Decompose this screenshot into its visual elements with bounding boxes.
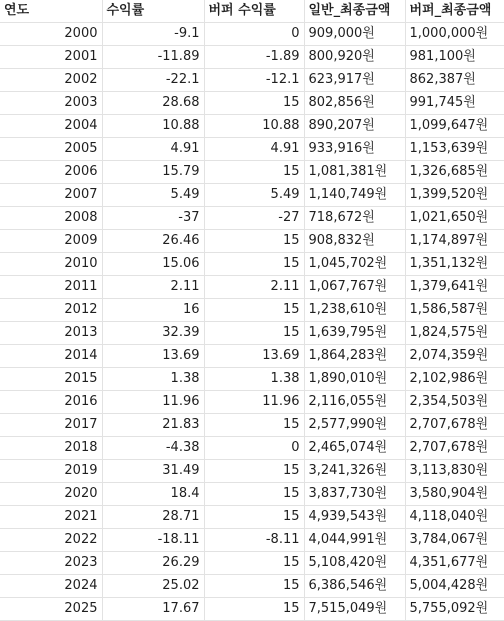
- cell-buffer-return[interactable]: 15: [204, 414, 304, 437]
- table-row: [0, 207, 504, 230]
- cell-return[interactable]: 16: [102, 299, 204, 322]
- cell-buffer-final[interactable]: 1,351,132원: [405, 253, 504, 276]
- table-row: [0, 92, 504, 115]
- cell-normal-final[interactable]: 2,577,990원: [304, 414, 405, 437]
- table-row: [0, 414, 504, 437]
- cell-return[interactable]: 15.06: [102, 253, 204, 276]
- cell-year[interactable]: 2007: [0, 184, 102, 207]
- table-row: [0, 345, 504, 368]
- cell-buffer-final[interactable]: 4,351,677원: [405, 552, 504, 575]
- cell-year[interactable]: 2010: [0, 253, 102, 276]
- cell-normal-final[interactable]: 623,917원: [304, 69, 405, 92]
- cell-buffer-final[interactable]: 2,102,986원: [405, 368, 504, 391]
- table-row: [0, 368, 504, 391]
- cell-buffer-return[interactable]: -12.1: [204, 69, 304, 92]
- cell-buffer-return[interactable]: 13.69: [204, 345, 304, 368]
- cell-year[interactable]: 2008: [0, 207, 102, 230]
- table-row: [0, 69, 504, 92]
- cell-return[interactable]: -11.89: [102, 46, 204, 69]
- table-row: [0, 391, 504, 414]
- table-row: [0, 23, 504, 46]
- cell-buffer-return[interactable]: 4.91: [204, 138, 304, 161]
- cell-buffer-final[interactable]: 4,118,040원: [405, 506, 504, 529]
- cell-year[interactable]: 2006: [0, 161, 102, 184]
- cell-buffer-final[interactable]: 991,745원: [405, 92, 504, 115]
- cell-year[interactable]: 2001: [0, 46, 102, 69]
- cell-buffer-final[interactable]: 1,824,575원: [405, 322, 504, 345]
- cell-buffer-return[interactable]: 15: [204, 598, 304, 621]
- cell-buffer-return[interactable]: -8.11: [204, 529, 304, 552]
- cell-buffer-return[interactable]: 15: [204, 552, 304, 575]
- cell-normal-final[interactable]: 802,856원: [304, 92, 405, 115]
- cell-normal-final[interactable]: 909,000원: [304, 23, 405, 46]
- cell-normal-final[interactable]: 908,832원: [304, 230, 405, 253]
- cell-return[interactable]: 28.71: [102, 506, 204, 529]
- cell-buffer-final[interactable]: 1,586,587원: [405, 299, 504, 322]
- table-row: [0, 184, 504, 207]
- cell-buffer-final[interactable]: 1,021,650원: [405, 207, 504, 230]
- cell-return[interactable]: 17.67: [102, 598, 204, 621]
- cell-normal-final[interactable]: 1,639,795원: [304, 322, 405, 345]
- cell-buffer-final[interactable]: 3,113,830원: [405, 460, 504, 483]
- cell-return[interactable]: 15.79: [102, 161, 204, 184]
- table-row: [0, 529, 504, 552]
- table-row: [0, 46, 504, 69]
- cell-buffer-return[interactable]: 15: [204, 483, 304, 506]
- cell-buffer-return[interactable]: 5.49: [204, 184, 304, 207]
- header-buffer-return[interactable]: 버퍼 수익률: [204, 0, 304, 23]
- table-row: [0, 575, 504, 598]
- cell-buffer-final[interactable]: 3,580,904원: [405, 483, 504, 506]
- cell-normal-final[interactable]: 6,386,546원: [304, 575, 405, 598]
- header-buffer-final[interactable]: 버퍼_최종금액: [405, 0, 504, 23]
- cell-year[interactable]: 2018: [0, 437, 102, 460]
- table-row: [0, 483, 504, 506]
- table-row: [0, 598, 504, 621]
- header-row: [0, 0, 504, 23]
- cell-buffer-return[interactable]: 2.11: [204, 276, 304, 299]
- cell-return[interactable]: 25.02: [102, 575, 204, 598]
- cell-year[interactable]: 2002: [0, 69, 102, 92]
- cell-buffer-return[interactable]: 15: [204, 506, 304, 529]
- table-row: [0, 138, 504, 161]
- cell-buffer-final[interactable]: 2,074,359원: [405, 345, 504, 368]
- table-row: [0, 299, 504, 322]
- cell-normal-final[interactable]: 2,116,055원: [304, 391, 405, 414]
- cell-buffer-return[interactable]: -27: [204, 207, 304, 230]
- table-row: [0, 230, 504, 253]
- cell-normal-final[interactable]: 4,044,991원: [304, 529, 405, 552]
- cell-normal-final[interactable]: 1,081,381원: [304, 161, 405, 184]
- table-row: [0, 276, 504, 299]
- cell-normal-final[interactable]: 1,864,283원: [304, 345, 405, 368]
- cell-return[interactable]: 2.11: [102, 276, 204, 299]
- cell-year[interactable]: 2005: [0, 138, 102, 161]
- cell-normal-final[interactable]: 1,045,702원: [304, 253, 405, 276]
- header-normal-final[interactable]: 일반_최종금액: [304, 0, 405, 23]
- cell-buffer-return[interactable]: 15: [204, 230, 304, 253]
- cell-buffer-return[interactable]: 15: [204, 253, 304, 276]
- cell-normal-final[interactable]: 800,920원: [304, 46, 405, 69]
- cell-year[interactable]: 2022: [0, 529, 102, 552]
- cell-buffer-final[interactable]: 862,387원: [405, 69, 504, 92]
- cell-buffer-return[interactable]: 15: [204, 161, 304, 184]
- cell-buffer-final[interactable]: 2,354,503원: [405, 391, 504, 414]
- cell-return[interactable]: 21.83: [102, 414, 204, 437]
- cell-return[interactable]: 5.49: [102, 184, 204, 207]
- cell-buffer-final[interactable]: 1,000,000원: [405, 23, 504, 46]
- cell-return[interactable]: 26.46: [102, 230, 204, 253]
- cell-year[interactable]: 2023: [0, 552, 102, 575]
- cell-return[interactable]: 4.91: [102, 138, 204, 161]
- cell-buffer-final[interactable]: 3,784,067원: [405, 529, 504, 552]
- cell-normal-final[interactable]: 1,067,767원: [304, 276, 405, 299]
- table-row: [0, 253, 504, 276]
- cell-return[interactable]: 26.29: [102, 552, 204, 575]
- cell-return[interactable]: -22.1: [102, 69, 204, 92]
- cell-normal-final[interactable]: 1,890,010원: [304, 368, 405, 391]
- cell-buffer-return[interactable]: 0: [204, 437, 304, 460]
- cell-buffer-final[interactable]: 981,100원: [405, 46, 504, 69]
- cell-normal-final[interactable]: 2,465,074원: [304, 437, 405, 460]
- cell-buffer-final[interactable]: 1,099,647원: [405, 115, 504, 138]
- cell-year[interactable]: 2013: [0, 322, 102, 345]
- cell-buffer-final[interactable]: 1,379,641원: [405, 276, 504, 299]
- table-row: [0, 437, 504, 460]
- table-row: [0, 506, 504, 529]
- cell-normal-final[interactable]: 1,238,610원: [304, 299, 405, 322]
- cell-year[interactable]: 2025: [0, 598, 102, 621]
- cell-buffer-return[interactable]: 10.88: [204, 115, 304, 138]
- cell-year[interactable]: 2016: [0, 391, 102, 414]
- cell-normal-final[interactable]: 3,241,326원: [304, 460, 405, 483]
- header-year[interactable]: 연도: [0, 0, 102, 23]
- cell-year[interactable]: 2024: [0, 575, 102, 598]
- cell-normal-final[interactable]: 933,916원: [304, 138, 405, 161]
- cell-year[interactable]: 2014: [0, 345, 102, 368]
- cell-normal-final[interactable]: 5,108,420원: [304, 552, 405, 575]
- cell-buffer-return[interactable]: 15: [204, 92, 304, 115]
- cell-buffer-final[interactable]: 2,707,678원: [405, 437, 504, 460]
- cell-normal-final[interactable]: 4,939,543원: [304, 506, 405, 529]
- cell-return[interactable]: 31.49: [102, 460, 204, 483]
- cell-year[interactable]: 2020: [0, 483, 102, 506]
- cell-year[interactable]: 2012: [0, 299, 102, 322]
- cell-buffer-return[interactable]: -1.89: [204, 46, 304, 69]
- cell-year[interactable]: 2015: [0, 368, 102, 391]
- cell-buffer-final[interactable]: 2,707,678원: [405, 414, 504, 437]
- header-return[interactable]: 수익률: [102, 0, 204, 23]
- cell-normal-final[interactable]: 890,207원: [304, 115, 405, 138]
- cell-buffer-return[interactable]: 15: [204, 460, 304, 483]
- cell-year[interactable]: 2011: [0, 276, 102, 299]
- cell-buffer-final[interactable]: 1,326,685원: [405, 161, 504, 184]
- cell-year[interactable]: 2004: [0, 115, 102, 138]
- cell-buffer-final[interactable]: 1,399,520원: [405, 184, 504, 207]
- cell-buffer-return[interactable]: 15: [204, 299, 304, 322]
- cell-buffer-final[interactable]: 5,755,092원: [405, 598, 504, 621]
- cell-buffer-return[interactable]: 15: [204, 322, 304, 345]
- cell-buffer-return[interactable]: 0: [204, 23, 304, 46]
- cell-normal-final[interactable]: 718,672원: [304, 207, 405, 230]
- cell-year[interactable]: 2019: [0, 460, 102, 483]
- table-row: [0, 460, 504, 483]
- cell-return[interactable]: 18.4: [102, 483, 204, 506]
- cell-return[interactable]: 13.69: [102, 345, 204, 368]
- cell-return[interactable]: 28.68: [102, 92, 204, 115]
- cell-return[interactable]: -4.38: [102, 437, 204, 460]
- cell-buffer-return[interactable]: 11.96: [204, 391, 304, 414]
- table-row: [0, 322, 504, 345]
- cell-year[interactable]: 2021: [0, 506, 102, 529]
- table-row: [0, 115, 504, 138]
- cell-normal-final[interactable]: 7,515,049원: [304, 598, 405, 621]
- cell-year[interactable]: 2003: [0, 92, 102, 115]
- cell-buffer-final[interactable]: 1,153,639원: [405, 138, 504, 161]
- cell-return[interactable]: 10.88: [102, 115, 204, 138]
- cell-buffer-final[interactable]: 1,174,897원: [405, 230, 504, 253]
- cell-year[interactable]: 2009: [0, 230, 102, 253]
- cell-normal-final[interactable]: 1,140,749원: [304, 184, 405, 207]
- cell-return[interactable]: -18.11: [102, 529, 204, 552]
- cell-year[interactable]: 2017: [0, 414, 102, 437]
- cell-return[interactable]: -9.1: [102, 23, 204, 46]
- table-row: [0, 552, 504, 575]
- cell-return[interactable]: 11.96: [102, 391, 204, 414]
- cell-return[interactable]: 32.39: [102, 322, 204, 345]
- cell-return[interactable]: 1.38: [102, 368, 204, 391]
- cell-year[interactable]: 2000: [0, 23, 102, 46]
- cell-normal-final[interactable]: 3,837,730원: [304, 483, 405, 506]
- cell-buffer-return[interactable]: 1.38: [204, 368, 304, 391]
- cell-return[interactable]: -37: [102, 207, 204, 230]
- cell-buffer-return[interactable]: 15: [204, 575, 304, 598]
- table-row: [0, 161, 504, 184]
- cell-buffer-final[interactable]: 5,004,428원: [405, 575, 504, 598]
